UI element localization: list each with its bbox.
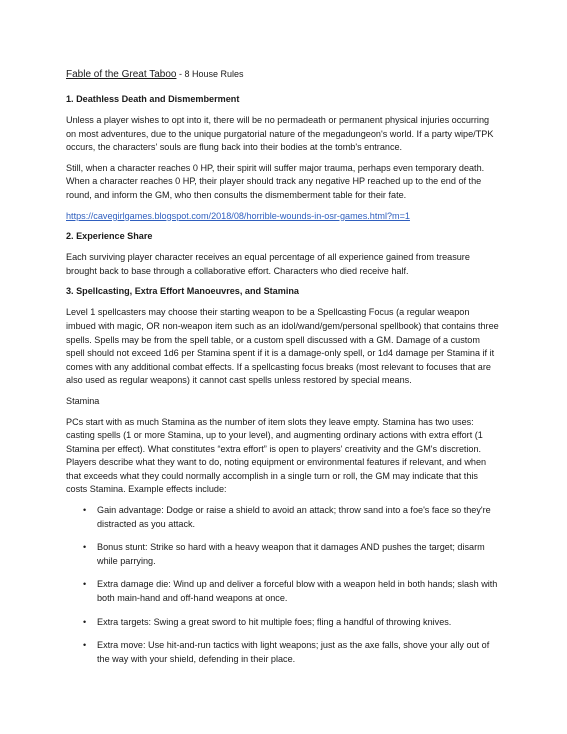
bullet-icon: • bbox=[83, 505, 87, 516]
list-item bbox=[66, 541, 501, 568]
stamina-subheading: Stamina bbox=[66, 395, 100, 406]
list-item-text: Extra targets: Swing a great sword to hit multiple foes; fling a handful of throwing knives. bbox=[97, 616, 452, 627]
list-item-text: Gain advantage: Dodge or raise a shield to avoid an attack; throw sand into a foe's face so they're distracted as you attack. bbox=[97, 505, 491, 529]
section-3-heading: 3. Spellcasting, Extra Effort Manoeuvres, and Stamina bbox=[66, 286, 299, 297]
document-title-sub: - 8 House Rules bbox=[176, 69, 244, 79]
bullet-icon: • bbox=[83, 542, 87, 553]
list-item bbox=[66, 578, 501, 605]
section-2-paragraph-1: Each surviving player character receives an equal percentage of all experience gained from treasure brought back to base through a collaborative effort. Characters who died receive half. bbox=[66, 252, 470, 276]
section-1-heading: 1. Deathless Death and Dismemberment bbox=[66, 94, 240, 104]
section-1-link-paragraph bbox=[66, 210, 501, 224]
example-effects-list bbox=[66, 504, 501, 666]
list-item-text: Bonus stunt: Strike so hard with a heavy weapon that it damages AND pushes the target; disarm while parrying. bbox=[97, 542, 485, 566]
section-2-heading: 2. Experience Share bbox=[66, 231, 153, 242]
bullet-icon: • bbox=[83, 640, 87, 651]
bullet-icon: • bbox=[83, 616, 87, 627]
list-item bbox=[66, 616, 501, 630]
section-3-paragraph-1: Level 1 spellcasters may choose their starting weapon to be a Spellcasting Focus (a regular weapon imbued with magic, OR non-weapon item such as an idol/wand/gem/personal spellbook) that contains three spells. Spells may be from the spell table, or a custom spell discussed with a GM. Damage of a custom spell should not exceed 1d6 per Stamina spent if it is a damage-only spell, or 1d4 damage per Stamina if it comes with any additional combat effects. If a spellcasting focus breaks (most relevant to focuses that are also used as regular weapons) it cannot cast spells unless restored by special means. bbox=[66, 307, 499, 386]
document-title bbox=[66, 67, 501, 82]
list-item-text: Extra move: Use hit-and-run tactics with light weapons; just as the axe falls, shove your ally out of the way with your shield, defending in their place. bbox=[97, 640, 490, 664]
list-item bbox=[66, 639, 501, 666]
section-1-paragraph-1: Unless a player wishes to opt into it, there will be no permadeath or permanent physical injuries occurring on most adventures, due to the unique purgatorial nature of the megadungeon's world. If a party wipe/TPK occurs, the characters' souls are flung back into their bodies at the tomb's entrance. bbox=[66, 115, 494, 153]
section-3-paragraph-2: PCs start with as much Stamina as the number of item slots they leave empty. Stamina has two uses: casting spells (1 or more Stamina, up to your level), and augmenting ordinary actions with extra effort (1 Stamina per effect). What constitutes “extra effort” is open to players' creativity and the GM's discretion. Players describe what they want to do, noting equipment or environmental features if relevant, and when that exceeds what they could normally accomplish in a single turn or roll, the GM may indicate that this costs Stamina. Example effects include: bbox=[66, 416, 487, 495]
list-item-text: Extra damage die: Wind up and deliver a forceful blow with a weapon held in both hands; slash with both main-hand and off-hand weapons at once. bbox=[97, 579, 498, 604]
dismemberment-table-link[interactable]: https://cavegirlgames.blogspot.com/2018/08/horrible-wounds-in-osr-games.html?m=1 bbox=[66, 210, 410, 221]
document-title-main: Fable of the Great Taboo bbox=[66, 69, 177, 80]
bullet-icon: • bbox=[83, 579, 87, 590]
list-item bbox=[66, 504, 501, 531]
section-1-paragraph-2: Still, when a character reaches 0 HP, their spirit will suffer major trauma, perhaps even temporary death. When a character reaches 0 HP, their player should track any negative HP reached up to the end of the round, and inform the GM, who then consults the dismemberment table for their fate. bbox=[66, 162, 485, 200]
